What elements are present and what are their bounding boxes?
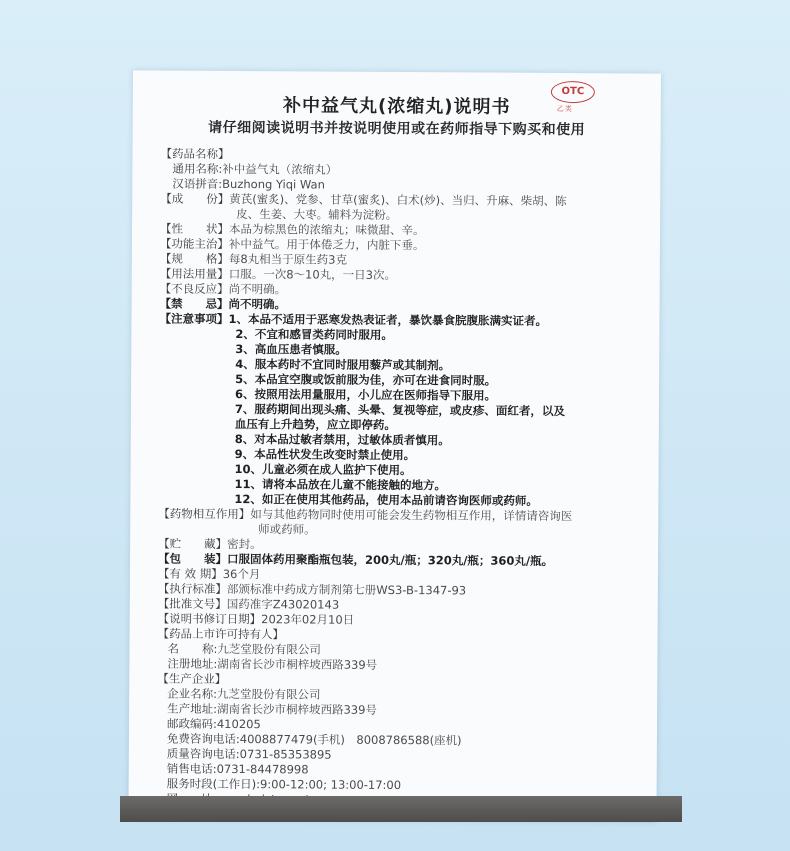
document-subtitle: 请仔细阅读说明书并按说明使用或在药师指导下购买和使用 xyxy=(208,119,586,139)
otc-badge: OTC xyxy=(551,81,595,103)
precaution-item: 11、请将本品放在儿童不能接触的地方。 xyxy=(234,477,447,493)
common-name-row: 通用名称:补中益气丸（浓缩丸） xyxy=(172,161,338,177)
pinyin-row: 汉语拼音:Buzhong Yiqi Wan xyxy=(172,176,325,192)
precaution-item: 10、儿童必须在成人监护下使用。 xyxy=(234,462,412,478)
precaution-item: 5、本品宜空腹或饭前服为佳，亦可在进食同时服。 xyxy=(235,372,497,388)
package-row: 【包 装】口服固体药用聚酯瓶包装，200丸/瓶；320丸/瓶；360丸/瓶。 xyxy=(157,551,554,568)
adverse-row: 【不良反应】尚不明确。 xyxy=(159,281,287,297)
precaution-item: 2、不宜和感冒类药同时服用。 xyxy=(235,327,393,342)
box-edge-stripe xyxy=(120,796,682,822)
maker-name-row: 企业名称:九芝堂股份有限公司 xyxy=(167,686,321,702)
maker-address-row: 生产地址:湖南省长沙市桐梓坡西路339号 xyxy=(167,701,377,717)
document-title: 补中益气丸(浓缩丸)说明书 xyxy=(282,95,511,118)
sales-phone-row: 销售电话:0731-84478998 xyxy=(166,761,309,777)
precaution-item: 12、如正在使用其他药品，使用本品前请咨询医师或药师。 xyxy=(234,492,538,508)
precaution-item: 3、高血压患者慎服。 xyxy=(235,342,347,357)
nature-row: 【性 状】本品为棕黑色的浓缩丸；味微甜、辛。 xyxy=(159,221,425,238)
instruction-sheet xyxy=(128,70,661,821)
spec-row: 【规 格】每8丸相当于原生药3克 xyxy=(159,251,348,267)
precaution-item: 9、本品性状发生改变时禁止使用。 xyxy=(234,447,416,463)
precaution-item: 7、服药期间出现头痛、头晕、复视等症，或皮疹、面红者，以及 xyxy=(234,402,565,419)
approval-row: 【批准文号】国药准字Z43020143 xyxy=(157,596,340,612)
precautions-row: 【注意事项】1、本品不适用于恶寒发热表证者，暴饮暴食脘腹胀满实证者。 xyxy=(159,311,548,328)
precaution-item: 4、服本药时不宜同时服用藜芦或其制剂。 xyxy=(235,357,451,373)
usage-row: 【用法用量】口服。一次8～10丸，一日3次。 xyxy=(159,266,397,282)
standard-row: 【执行标准】部颁标准中药成方制剂第七册WS3-B-1347-93 xyxy=(157,581,467,598)
postcode-row: 邮政编码:410205 xyxy=(166,716,261,732)
ingredients-row-2: 皮、生姜、大枣。辅料为淀粉。 xyxy=(236,207,398,223)
precaution-item: 血压有上升趋势，应立即停药。 xyxy=(234,417,396,432)
revision-row: 【说明书修订日期】2023年02月10日 xyxy=(157,611,355,627)
quality-phone-row: 质量咨询电话:0731-85353895 xyxy=(166,746,332,762)
hotline-row: 免费咨询电话:4008877479(手机) 8008786588(座机) xyxy=(166,731,462,748)
otc-class: 乙类 xyxy=(556,104,573,114)
precaution-item: 6、按照用法用量服用，小儿应在医师指导下服用。 xyxy=(234,387,497,403)
ingredients-row: 【成 份】黄芪(蜜炙)、党参、甘草(蜜炙)、白术(炒)、当归、升麻、柴胡、陈 xyxy=(160,191,567,209)
holder-header: 【药品上市许可持有人】 xyxy=(157,626,285,642)
drug-name-header: 【药品名称】 xyxy=(160,146,230,161)
interaction-row-2: 师或药师。 xyxy=(258,522,316,537)
maker-header: 【生产企业】 xyxy=(157,671,227,686)
contra-row: 【禁 忌】尚不明确。 xyxy=(159,296,287,312)
holder-address-row: 注册地址:湖南省长沙市桐梓坡西路339号 xyxy=(167,656,378,672)
holder-name-row: 名 称:九芝堂股份有限公司 xyxy=(167,641,321,657)
validity-row: 【有 效 期】36个月 xyxy=(157,566,261,582)
storage-row: 【贮 藏】密封。 xyxy=(158,536,262,552)
service-hours-row: 服务时段(工作日):9:00-12:00; 13:00-17:00 xyxy=(166,776,402,793)
precaution-item: 8、对本品过敏者禁用，过敏体质者慎用。 xyxy=(234,432,450,448)
function-row: 【功能主治】补中益气。用于体倦乏力，内脏下垂。 xyxy=(159,236,425,253)
interaction-row: 【药物相互作用】如与其他药物同时使用可能会发生药物相互作用，详情请咨询医 xyxy=(158,506,573,524)
